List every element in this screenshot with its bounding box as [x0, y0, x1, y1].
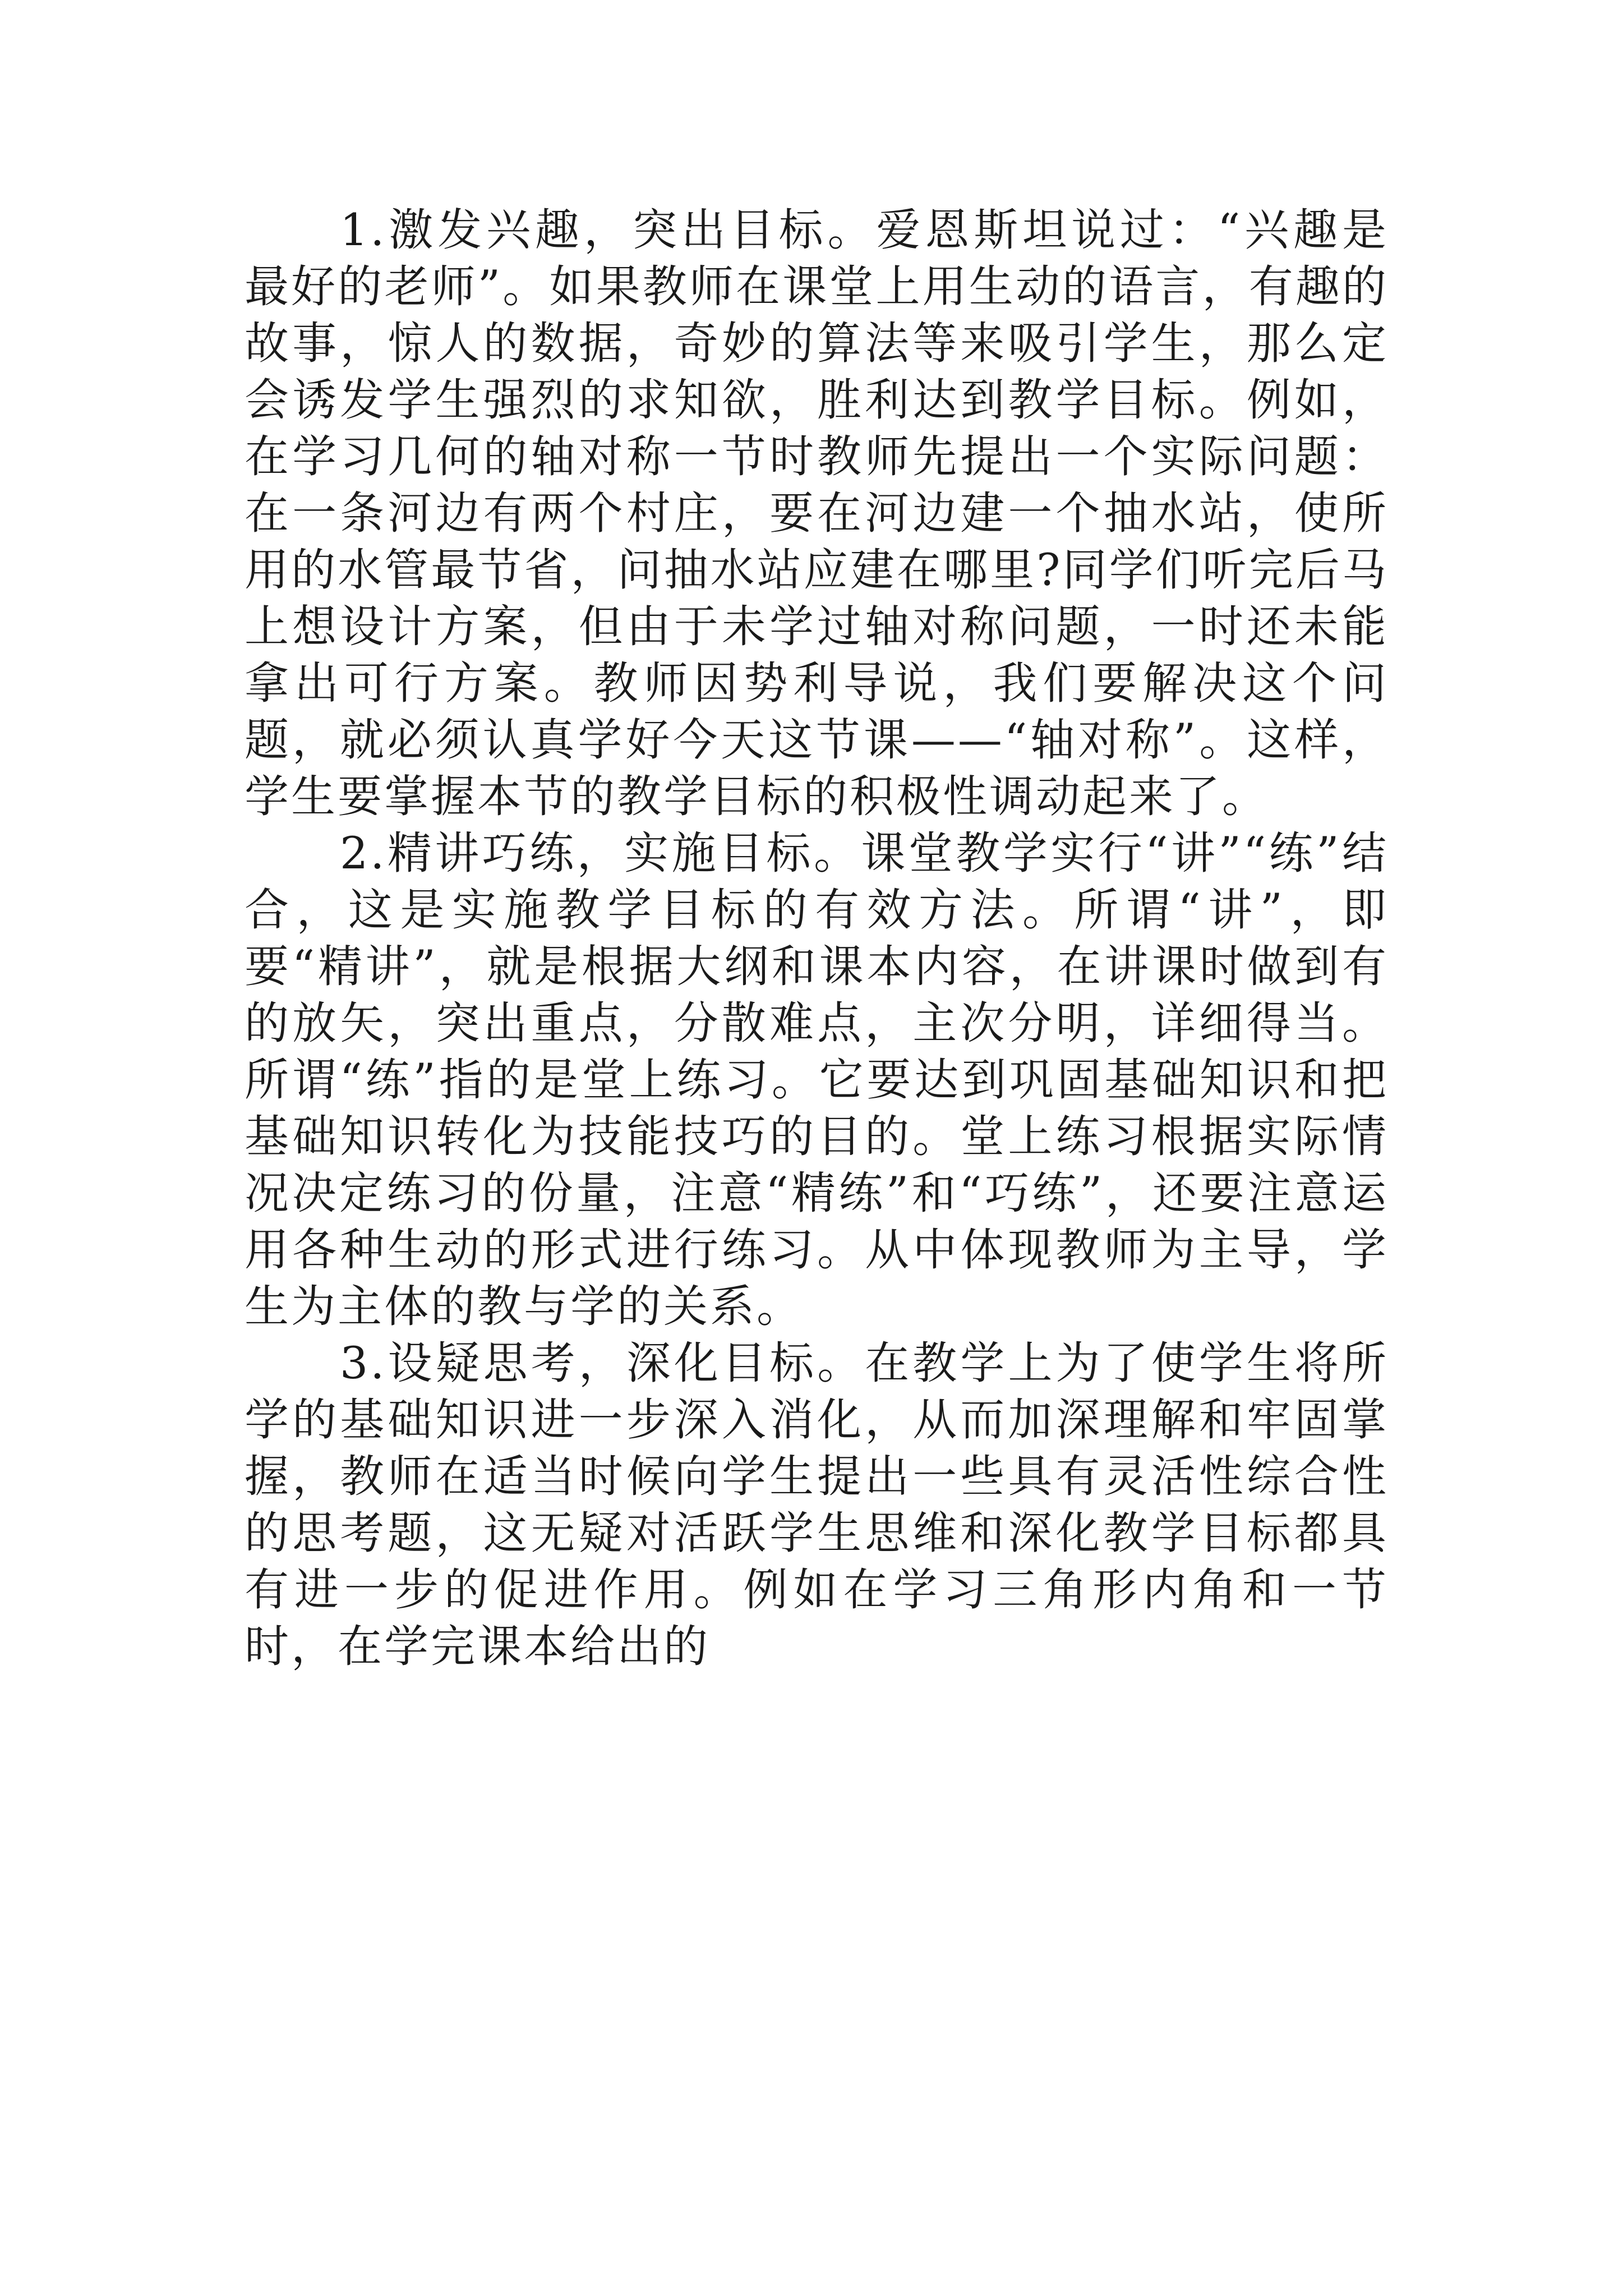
document-body [245, 202, 1389, 1675]
paragraph-1: 1.激发兴趣，突出目标。爱恩斯坦说过：“兴趣是最好的老师”。如果教师在课堂上用生动的语言，有趣的故事，惊人的数据，奇妙的算法等来吸引学生，那么定会诱发学生强烈的求知欲，胜利达到教学目标。例如，在学习几何的轴对称一节时教师先提出一个实际问题：在一条河边有两个村庄，要在河边建一个抽水站，使所用的水管最节省，问抽水站应建在哪里?同学们听完后马上想设计方案，但由于未学过轴对称问题，一时还未能拿出可行方案。教师因势利导说，我们要解决这个问题，就必须认真学好今天这节课——“轴对称”。这样，学生要掌握本节的教学目标的积极性调动起来了。 [245, 204, 1389, 822]
paragraph-2: 2.精讲巧练，实施目标。课堂教学实行“讲”“练”结合，这是实施教学目标的有效方法。所谓“讲”，即要“精讲”，就是根据大纲和课本内容，在讲课时做到有的放矢，突出重点，分散难点，主次分明，详细得当。所谓“练”指的是堂上练习。它要达到巩固基础知识和把基础知识转化为技能技巧的目的。堂上练习根据实际情况决定练习的份量，注意“精练”和“巧练”，还要注意运用各种生动的形式进行练习。从中体现教师为主导，学生为主体的教与学的关系。 [245, 827, 1389, 1332]
paragraph-3: 3.设疑思考，深化目标。在教学上为了使学生将所学的基础知识进一步深入消化，从而加深理解和牢固掌握，教师在适当时候向学生提出一些具有灵活性综合性的思考题，这无疑对活跃学生思维和深化教学目标都具有进一步的促进作用。例如在学习三角形内角和一节时，在学完课本给出的 [245, 1337, 1389, 1672]
